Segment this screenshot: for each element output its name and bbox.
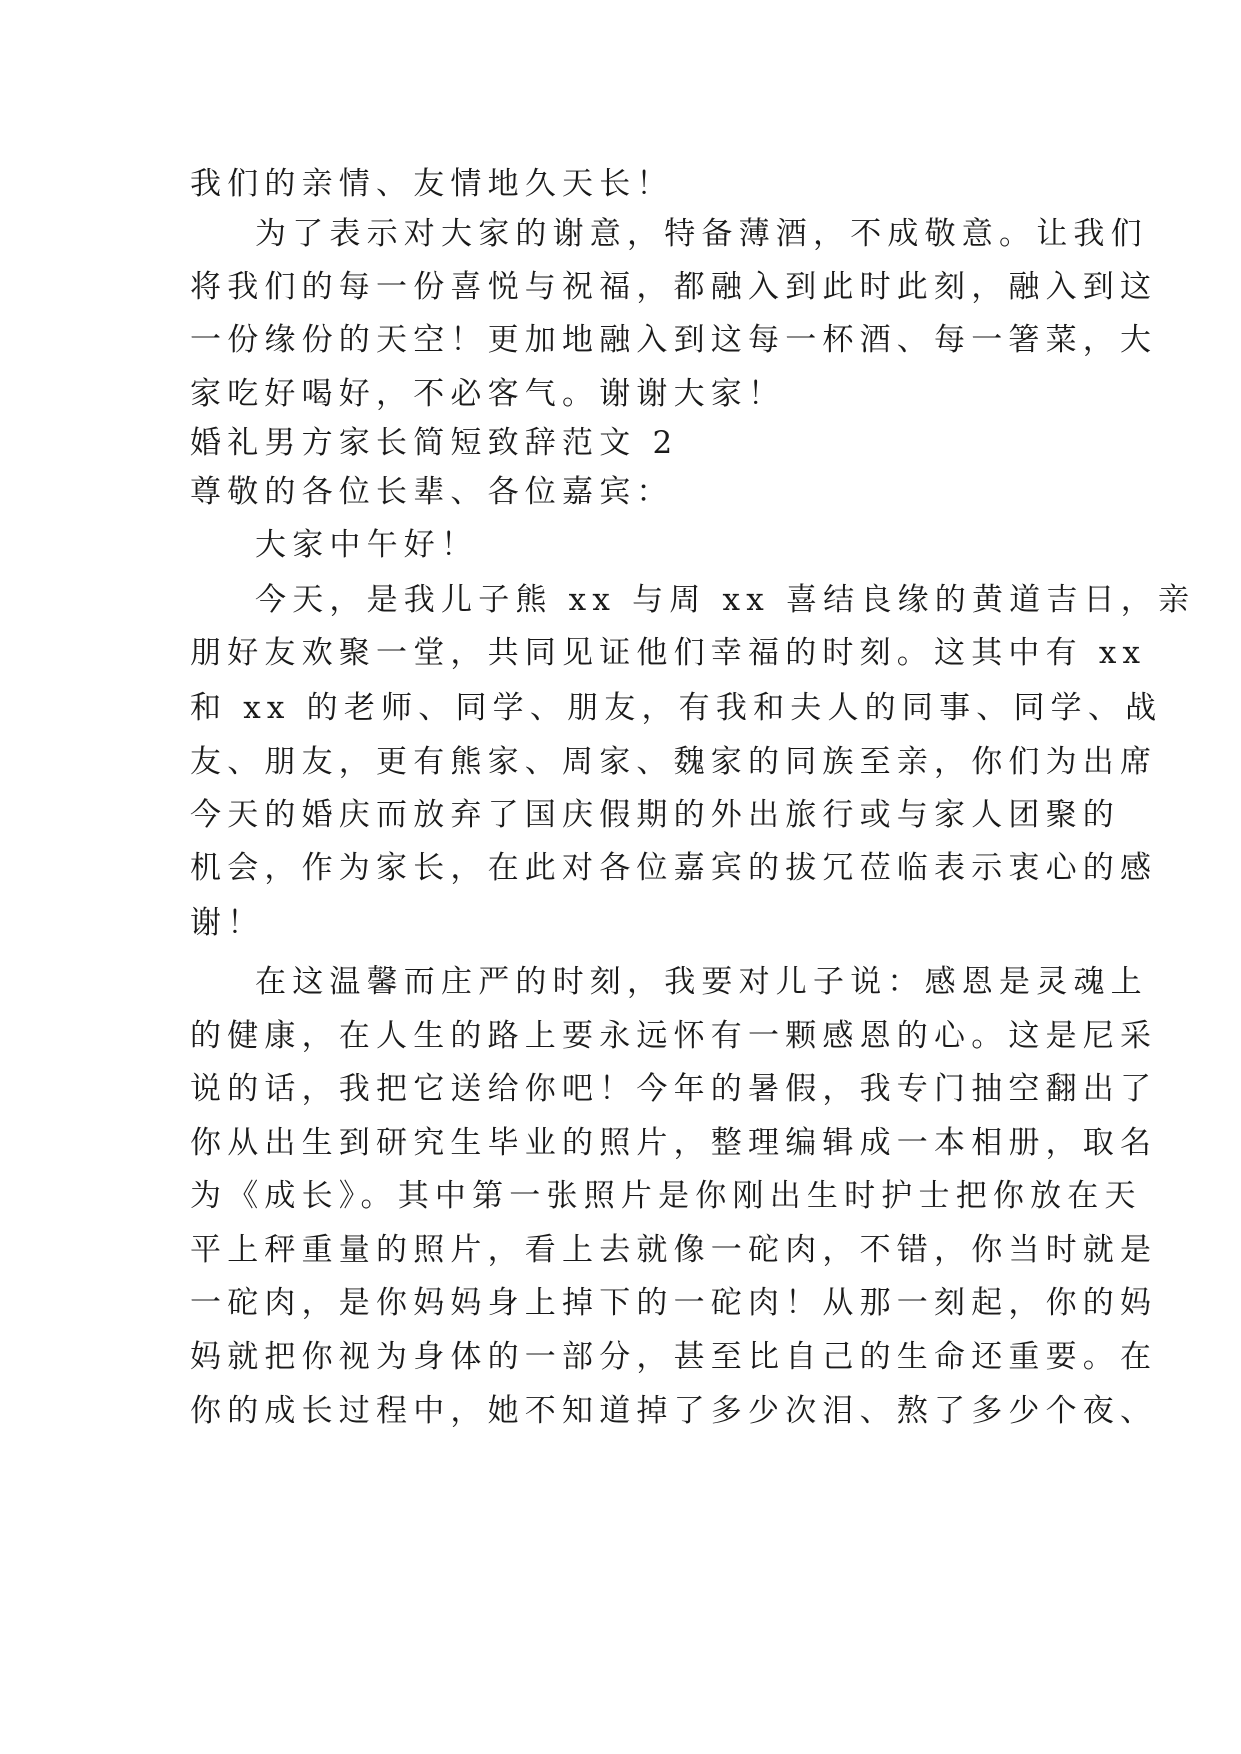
paragraph-first-line: 今天，是我儿子熊 xx 与周 xx 喜结良缘的黄道吉日，亲 bbox=[255, 582, 1196, 618]
body-text-line: 的健康，在人生的路上要永远怀有一颗感恩的心。这是尼采 bbox=[190, 1018, 1158, 1054]
body-text-line: 你从出生到研究生毕业的照片，整理编辑成一本相册，取名 bbox=[190, 1125, 1158, 1161]
body-text-line: 今天的婚庆而放弃了国庆假期的外出旅行或与家人团聚的 bbox=[190, 797, 1120, 833]
body-text-line: 将我们的每一份喜悦与祝福，都融入到此时此刻，融入到这 bbox=[190, 269, 1158, 305]
section-heading: 婚礼男方家长简短致辞范文 2 bbox=[190, 425, 679, 461]
salutation: 尊敬的各位长辈、各位嘉宾： bbox=[190, 474, 674, 510]
paragraph-first-line: 为了表示对大家的谢意，特备薄酒，不成敬意。让我们 bbox=[255, 216, 1148, 252]
body-text-line: 家吃好喝好，不必客气。谢谢大家！ bbox=[190, 376, 786, 412]
body-text-line: 为《成长》。其中第一张照片是你刚出生时护士把你放在天 bbox=[190, 1178, 1142, 1214]
body-text-line: 你的成长过程中，她不知道掉了多少次泪、熬了多少个夜、 bbox=[190, 1393, 1158, 1429]
body-text-line: 说的话，我把它送给你吧！今年的暑假，我专门抽空翻出了 bbox=[190, 1071, 1158, 1107]
body-text-line: 和 xx 的老师、同学、朋友，有我和夫人的同事、同学、战 bbox=[190, 690, 1163, 726]
body-text-line: 一份缘份的天空！更加地融入到这每一杯酒、每一箸菜，大 bbox=[190, 322, 1158, 358]
body-text-line: 妈就把你视为身体的一部分，甚至比自己的生命还重要。在 bbox=[190, 1339, 1158, 1375]
body-text-line: 平上秤重量的照片，看上去就像一砣肉，不错，你当时就是 bbox=[190, 1232, 1158, 1268]
body-text-line: 机会，作为家长，在此对各位嘉宾的拔冗莅临表示衷心的感 bbox=[190, 850, 1158, 886]
greeting: 大家中午好！ bbox=[255, 527, 479, 563]
paragraph-first-line: 在这温馨而庄严的时刻，我要对儿子说：感恩是灵魂上 bbox=[255, 964, 1148, 1000]
body-text-line: 友、朋友，更有熊家、周家、魏家的同族至亲，你们为出席 bbox=[190, 744, 1158, 780]
body-text-line: 谢！ bbox=[190, 905, 265, 941]
body-text-line: 我们的亲情、友情地久天长！ bbox=[190, 166, 674, 202]
body-text-line: 朋好友欢聚一堂，共同见证他们幸福的时刻。这其中有 xx bbox=[190, 635, 1147, 671]
body-text-line: 一砣肉，是你妈妈身上掉下的一砣肉！从那一刻起，你的妈 bbox=[190, 1285, 1158, 1321]
